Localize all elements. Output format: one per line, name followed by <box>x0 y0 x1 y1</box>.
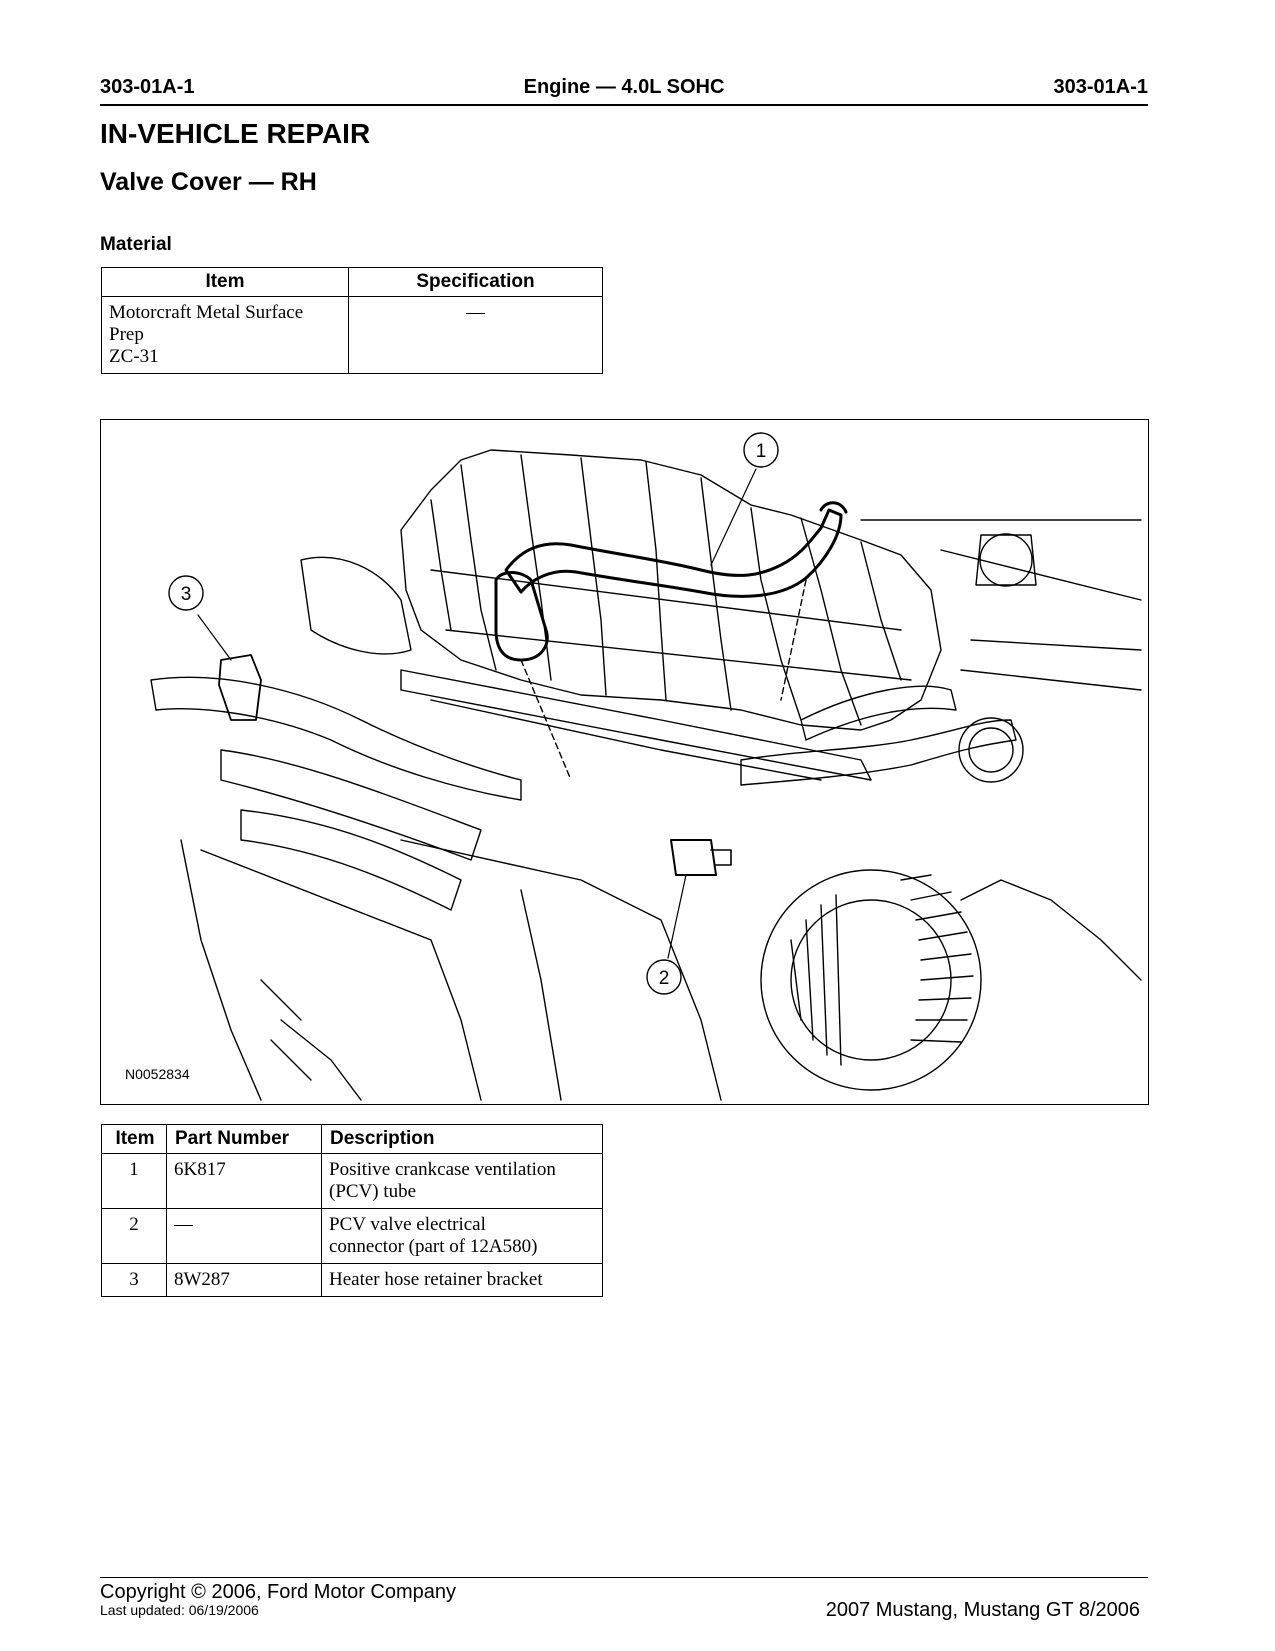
engine-illustration <box>100 419 1149 1105</box>
material-item-line: ZC-31 <box>109 346 159 367</box>
page-header <box>100 74 1148 106</box>
page-footer <box>100 1577 1148 1638</box>
header-title: Engine — 4.0L SOHC <box>523 76 725 98</box>
material-table <box>101 267 603 374</box>
material-col-specification: Specification <box>349 268 603 297</box>
table-row <box>102 1154 603 1209</box>
material-item-cell <box>102 297 349 374</box>
material-table-header-row <box>102 268 603 297</box>
parts-table <box>101 1124 603 1297</box>
parts-number-cell: 8W287 <box>167 1264 322 1297</box>
vehicle-model: 2007 Mustang, Mustang GT 8/2006 <box>825 1599 1140 1621</box>
callout-label-1: 1 <box>755 441 767 462</box>
table-row <box>102 297 603 374</box>
figure-id: N0052834 <box>125 1066 190 1082</box>
copyright-notice: Copyright © 2006, Ford Motor Company <box>100 1581 457 1603</box>
material-col-item: Item <box>102 268 349 297</box>
material-spec-cell: — <box>349 297 603 374</box>
parts-description-cell <box>322 1154 603 1209</box>
parts-col-description: Description <box>322 1125 603 1154</box>
table-row <box>102 1264 603 1297</box>
procedure-subtitle: Valve Cover — RH <box>100 168 317 196</box>
description-line: Positive crankcase ventilation <box>329 1159 556 1180</box>
parts-item-cell: 2 <box>102 1209 167 1264</box>
header-section-number-right: 303-01A-1 <box>1053 76 1148 98</box>
section-title: IN-VEHICLE REPAIR <box>100 118 371 149</box>
parts-item-cell: 3 <box>102 1264 167 1297</box>
parts-number-cell: — <box>167 1209 322 1264</box>
parts-description-cell <box>322 1264 603 1297</box>
description-line: (PCV) tube <box>329 1181 417 1202</box>
engine-line-drawing <box>101 420 1148 1104</box>
material-item-line: Prep <box>109 324 144 345</box>
description-line: Heater hose retainer bracket <box>329 1269 543 1290</box>
description-line: PCV valve electrical <box>329 1214 486 1235</box>
last-updated: Last updated: 06/19/2006 <box>100 1602 259 1618</box>
parts-col-part-number: Part Number <box>167 1125 322 1154</box>
callout-label-2: 2 <box>658 968 670 989</box>
material-label: Material <box>100 234 172 255</box>
header-section-number-left: 303-01A-1 <box>100 76 195 98</box>
parts-col-item: Item <box>102 1125 167 1154</box>
material-item-line: Motorcraft Metal Surface <box>109 302 304 323</box>
callout-label-3: 3 <box>180 584 192 605</box>
description-line: connector (part of 12A580) <box>329 1236 538 1257</box>
table-row <box>102 1209 603 1264</box>
parts-table-header-row <box>102 1125 603 1154</box>
parts-description-cell <box>322 1209 603 1264</box>
parts-item-cell: 1 <box>102 1154 167 1209</box>
parts-number-cell: 6K817 <box>167 1154 322 1209</box>
